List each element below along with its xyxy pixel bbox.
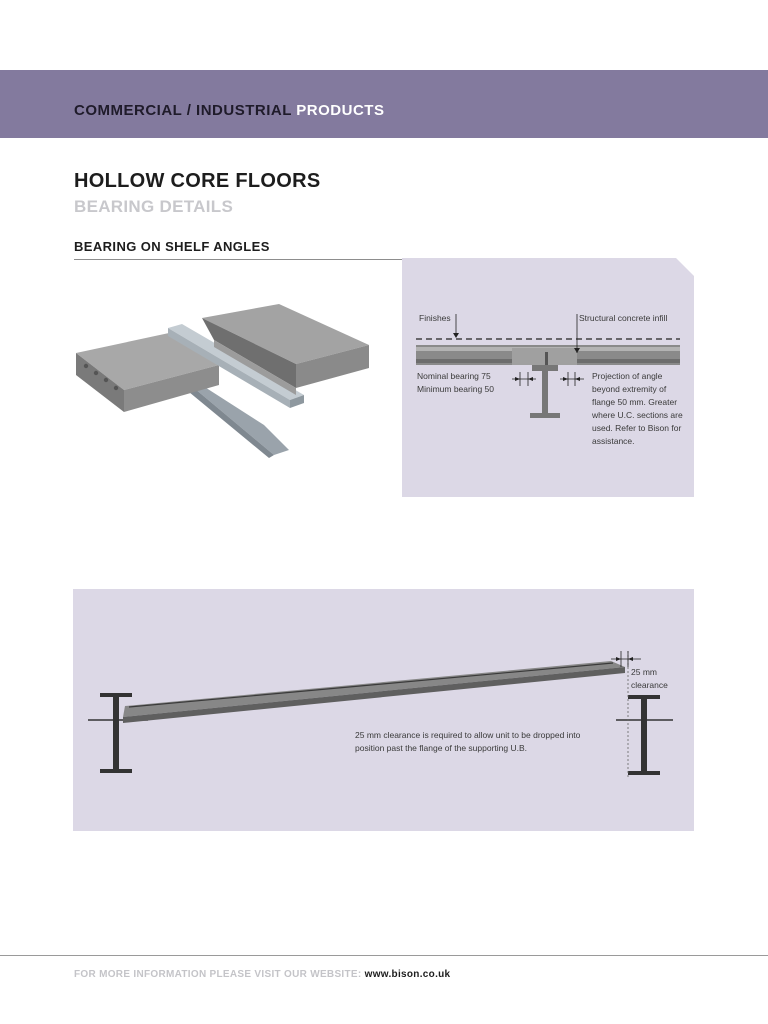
label-minimum-bearing: Minimum bearing 50 — [417, 384, 495, 394]
page-subtitle: BEARING DETAILS — [74, 197, 234, 216]
clearance-note: 25 mm clearance is required to allow unit to be dropped into position past the flange of the supporting U.B. — [355, 730, 581, 753]
label-projection: Projection of angle beyond extremity of flange 50 mm. Greater where U.C. sections are used. Refer to Bison for assistance. — [592, 371, 683, 446]
footer-rule — [0, 955, 768, 956]
label-infill: Structural concrete infill — [579, 313, 668, 323]
clearance-panel — [73, 589, 694, 831]
section-title: BEARING ON SHELF ANGLES — [74, 239, 270, 254]
bearing-detail-panel — [402, 258, 694, 497]
clearance-drawing — [73, 589, 694, 831]
footer-text: FOR MORE INFORMATION PLEASE VISIT OUR WEBSITE: — [74, 969, 362, 980]
footer-link[interactable]: www.bison.co.uk — [364, 969, 451, 980]
clearance-label-line1: 25 mm — [631, 667, 657, 677]
section-rule — [74, 259, 402, 260]
label-finishes: Finishes — [419, 313, 451, 323]
clearance-label-line2: clearance — [631, 680, 668, 690]
hollow-core-3d-illustration — [74, 300, 374, 460]
banner-title — [74, 102, 384, 119]
label-nominal-bearing: Nominal bearing 75 — [417, 371, 491, 381]
page-title: HOLLOW CORE FLOORS — [74, 170, 321, 192]
banner-title-dark: COMMERCIAL / INDUSTRIAL — [74, 102, 292, 119]
banner-title-light: PRODUCTS — [296, 102, 385, 119]
footer — [74, 969, 450, 980]
